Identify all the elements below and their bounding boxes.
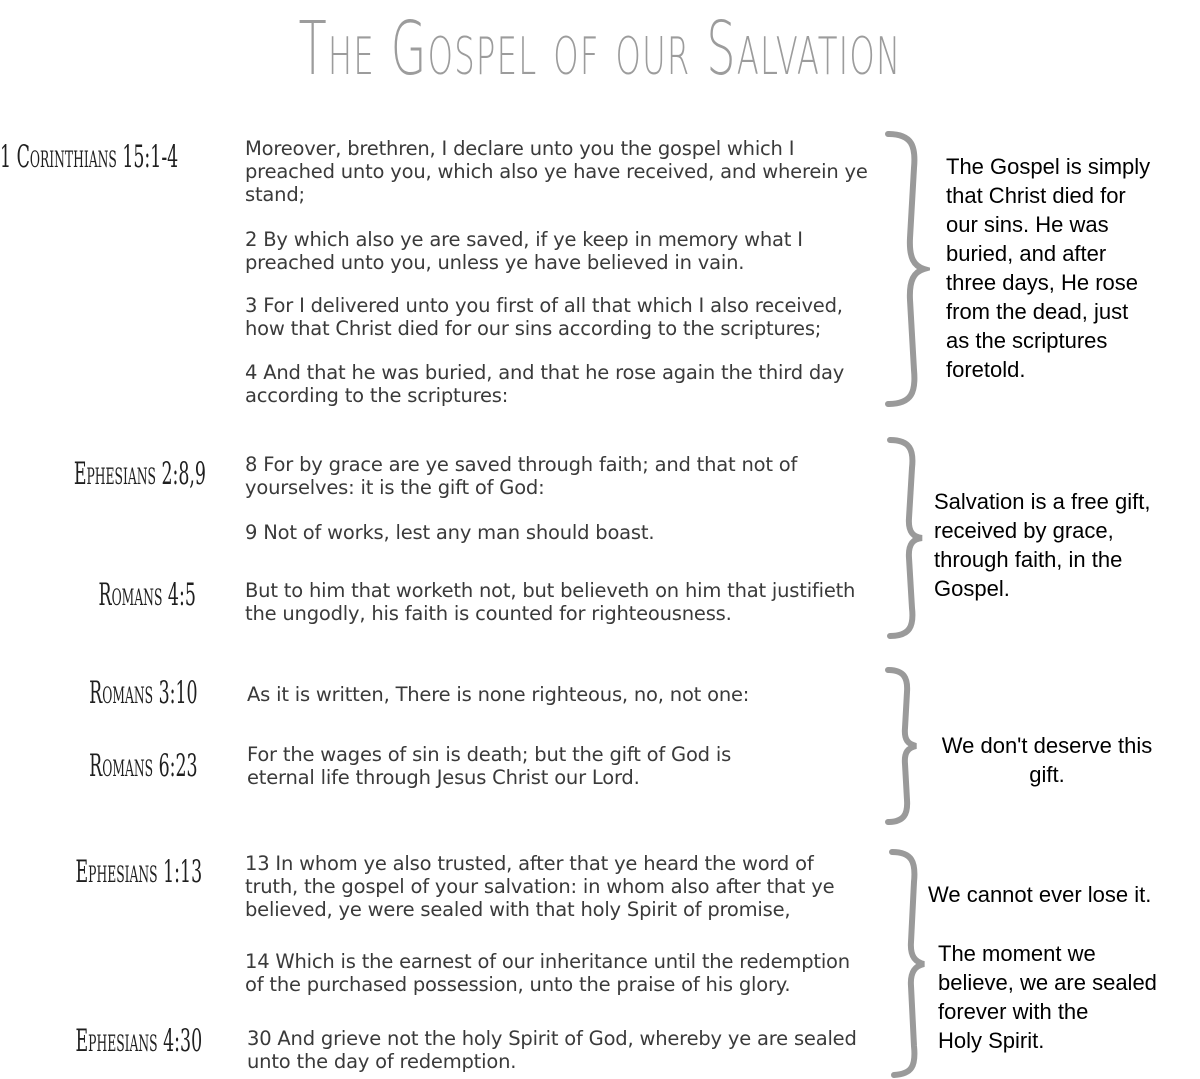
summary-text [927, 731, 1167, 789]
verse-line: the ungodly, his faith is counted for righteousness. [245, 602, 732, 625]
scripture-reference [22, 577, 196, 613]
summary-line: Holy Spirit. [938, 1028, 1045, 1053]
verse-line: how that Christ died for our sins according to the scriptures; [245, 317, 822, 340]
verse-block [245, 453, 797, 499]
verse-block [247, 743, 731, 789]
verse-block [245, 579, 855, 625]
summary-line: that Christ died for [946, 183, 1126, 208]
summary-line: buried, and after [946, 241, 1107, 266]
verse-line: As it is written, There is none righteous, no, not one: [247, 683, 750, 706]
scripture-reference [0, 456, 206, 492]
scripture-reference-label: Romans 3:10 [89, 675, 198, 711]
scripture-reference-label: Ephesians 1:13 [75, 854, 202, 890]
summary-line: We don't deserve this [941, 733, 1153, 758]
scripture-reference [4, 675, 198, 711]
verse-block [245, 950, 850, 996]
summary-line: We cannot ever lose it. [928, 882, 1152, 907]
curly-brace-icon [880, 128, 930, 410]
summary-line: gift. [1029, 762, 1065, 787]
scripture-reference [0, 854, 202, 890]
verse-line: stand; [245, 183, 305, 206]
summary-text [928, 880, 1151, 909]
verse-line: 13 In whom ye also trusted, after that ye heard the word of [245, 852, 814, 875]
curly-brace-icon [880, 434, 930, 642]
verse-line: For the wages of sin is death; but the gift of God is [247, 743, 732, 766]
scripture-reference-label: Ephesians 2:8,9 [73, 456, 206, 492]
verse-line: truth, the gospel of your salvation: in whom also after that ye [245, 875, 835, 898]
verse-line: of the purchased possession, unto the praise of his glory. [245, 973, 791, 996]
scripture-reference-label: Ephesians 4:30 [75, 1023, 202, 1059]
verse-line: 8 For by grace are ye saved through faith; and that not of [245, 453, 798, 476]
summary-line: The Gospel is simply [946, 154, 1151, 179]
verse-line: 4 And that he was buried, and that he rose again the third day [245, 361, 845, 384]
verse-line: according to the scriptures: [245, 384, 509, 407]
verse-line: unto the day of redemption. [247, 1050, 517, 1073]
verse-block [247, 683, 749, 706]
summary-line: three days, He rose [946, 270, 1138, 295]
verse-line: believed, ye were sealed with that holy Spirit of promise, [245, 898, 791, 921]
summary-text [946, 152, 1150, 384]
scripture-reference-label: 1 Corinthians 15:1-4 [0, 139, 179, 175]
verse-line: yourselves: it is the gift of God: [245, 476, 545, 499]
curly-brace-icon [876, 664, 926, 828]
summary-line: The moment we [938, 941, 1096, 966]
verse-line: Moreover, brethren, I declare unto you the gospel which I [245, 137, 795, 160]
verse-line: 30 And grieve not the holy Spirit of God, whereby ye are sealed [247, 1027, 857, 1050]
verse-block [247, 1027, 857, 1073]
summary-line: from the dead, just [946, 299, 1129, 324]
summary-line: foretold. [946, 357, 1026, 382]
verse-block [245, 852, 834, 921]
summary-line: as the scriptures [946, 328, 1108, 353]
summary-line: our sins. He was [946, 212, 1109, 237]
summary-text [938, 939, 1157, 1055]
verse-line: 3 For I delivered unto you first of all that which I also received, [245, 294, 843, 317]
curly-brace-icon [882, 846, 932, 1079]
verse-line: 2 By which also ye are saved, if ye keep in memory what I [245, 228, 803, 251]
page-title: The Gospel of our Salvation [298, 6, 902, 92]
summary-line: Gospel. [934, 576, 1010, 601]
verse-line: But to him that worketh not, but believeth on him that justifieth [245, 579, 856, 602]
summary-line: Salvation is a free gift, [934, 489, 1151, 514]
verse-line: 9 Not of works, lest any man should boast. [245, 521, 655, 544]
scripture-reference-label: Romans 6:23 [89, 748, 198, 784]
verse-block [245, 294, 843, 340]
summary-line: believe, we are sealed [938, 970, 1157, 995]
summary-line: received by grace, [934, 518, 1114, 543]
scripture-reference [4, 748, 198, 784]
verse-block [245, 228, 803, 274]
scripture-reference [0, 1023, 202, 1059]
scripture-reference-label: Romans 4:5 [98, 577, 196, 613]
verse-block [245, 137, 868, 206]
verse-line: preached unto you, which also ye have received, and wherein ye [245, 160, 868, 183]
verse-line: eternal life through Jesus Christ our Lord. [247, 766, 640, 789]
summary-line: forever with the [938, 999, 1089, 1024]
summary-line: through faith, in the [934, 547, 1123, 572]
verse-line: preached unto you, unless ye have believed in vain. [245, 251, 745, 274]
verse-line: 14 Which is the earnest of our inheritance until the redemption [245, 950, 850, 973]
verse-block [245, 361, 844, 407]
summary-text [934, 487, 1150, 603]
verse-block [245, 521, 654, 544]
